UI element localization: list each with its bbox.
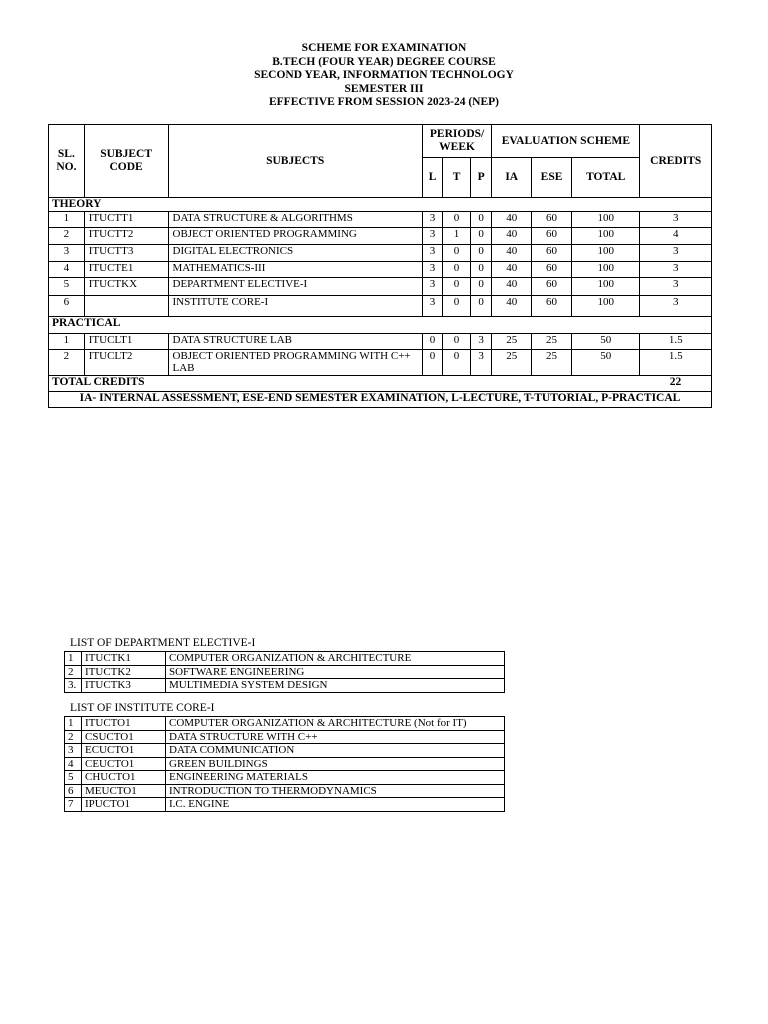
list-item	[65, 717, 505, 731]
ia-cell: 40	[492, 212, 532, 228]
list-item	[65, 679, 505, 693]
ese-cell: 60	[532, 212, 572, 228]
ese-cell: 60	[532, 262, 572, 278]
list-number-cell: 6	[65, 784, 82, 798]
heading-line-3: SECOND YEAR, INFORMATION TECHNOLOGY	[254, 69, 514, 82]
ia-cell: 25	[492, 334, 532, 350]
credits-cell: 3	[640, 245, 712, 262]
l-cell: 0	[422, 334, 442, 350]
total-credits-label: TOTAL CREDITS	[49, 376, 640, 392]
p-cell: 0	[470, 278, 491, 296]
list-number-cell: 1	[65, 652, 82, 666]
course-code-cell: CSUCTO1	[82, 730, 166, 744]
heading-line-1: SCHEME FOR EXAMINATION	[301, 42, 467, 54]
theory-section-label: THEORY	[49, 198, 712, 212]
credits-cell: 3	[640, 278, 712, 296]
t-cell: 0	[443, 245, 471, 262]
l-cell: 3	[422, 245, 442, 262]
subject-name-cell: MATHEMATICS-III	[168, 262, 422, 278]
t-cell: 0	[443, 350, 471, 376]
subject-name-cell: OBJECT ORIENTED PROGRAMMING	[168, 228, 422, 245]
header-total: TOTAL	[571, 158, 639, 198]
ia-cell: 25	[492, 350, 532, 376]
credits-cell: 3	[640, 262, 712, 278]
credits-cell: 1.5	[640, 334, 712, 350]
list-number-cell: 2	[65, 665, 82, 679]
ese-cell: 60	[532, 278, 572, 296]
list-item	[65, 798, 505, 812]
credits-cell: 3	[640, 296, 712, 317]
theory-row	[49, 262, 712, 278]
p-cell: 0	[470, 212, 491, 228]
header-subjects: SUBJECTS	[168, 125, 422, 198]
list-number-cell: 3.	[65, 679, 82, 693]
list-item	[65, 730, 505, 744]
header-p: P	[470, 158, 491, 198]
credits-cell: 3	[640, 212, 712, 228]
l-cell: 3	[422, 278, 442, 296]
t-cell: 0	[443, 262, 471, 278]
department-elective-table	[64, 651, 505, 693]
subject-code-cell: ITUCTT1	[84, 212, 168, 228]
heading-line-5: EFFECTIVE FROM SESSION 2023-24 (NEP)	[268, 96, 500, 109]
p-cell: 0	[470, 296, 491, 317]
total-credits-value: 22	[640, 376, 712, 392]
credits-cell: 1.5	[640, 350, 712, 376]
heading-line-4: SEMESTER III	[344, 82, 424, 95]
ese-cell: 60	[532, 245, 572, 262]
course-name-cell: COMPUTER ORGANIZATION & ARCHITECTURE	[166, 652, 505, 666]
course-code-cell: ITUCTK2	[82, 665, 166, 679]
sl-no-cell: 1	[49, 212, 85, 228]
ia-cell: 40	[492, 278, 532, 296]
sl-no-cell: 3	[49, 245, 85, 262]
l-cell: 0	[422, 350, 442, 376]
subject-code-cell: ITUCTKX	[84, 278, 168, 296]
ese-cell: 60	[532, 296, 572, 317]
header-subject-code: SUBJECT CODE	[84, 125, 168, 198]
course-code-cell: ITUCTO1	[82, 717, 166, 731]
p-cell: 0	[470, 228, 491, 245]
sl-no-cell: 6	[49, 296, 85, 317]
p-cell: 3	[470, 334, 491, 350]
t-cell: 0	[443, 212, 471, 228]
subject-code-cell: ITUCTT2	[84, 228, 168, 245]
subject-name-cell: DIGITAL ELECTRONICS	[168, 245, 422, 262]
course-name-cell: GREEN BUILDINGS	[166, 757, 505, 771]
list-number-cell: 7	[65, 798, 82, 812]
p-cell: 0	[470, 245, 491, 262]
theory-row	[49, 245, 712, 262]
total-cell: 100	[571, 296, 639, 317]
course-code-cell: CEUCTO1	[82, 757, 166, 771]
course-name-cell: DATA COMMUNICATION	[166, 744, 505, 758]
l-cell: 3	[422, 296, 442, 317]
course-code-cell: MEUCTO1	[82, 784, 166, 798]
theory-row	[49, 228, 712, 245]
subject-name-cell: OBJECT ORIENTED PROGRAMMING WITH C++ LAB	[168, 350, 422, 376]
subject-name-cell: DATA STRUCTURE & ALGORITHMS	[168, 212, 422, 228]
ese-cell: 25	[532, 334, 572, 350]
practical-row	[49, 334, 712, 350]
theory-row	[49, 278, 712, 296]
subject-code-cell: ITUCTT3	[84, 245, 168, 262]
list-item	[65, 757, 505, 771]
l-cell: 3	[422, 262, 442, 278]
l-cell: 3	[422, 228, 442, 245]
total-cell: 100	[571, 212, 639, 228]
sl-no-cell: 2	[49, 228, 85, 245]
elective-list-caption: LIST OF DEPARTMENT ELECTIVE-I	[70, 637, 256, 649]
p-cell: 0	[470, 262, 491, 278]
ia-cell: 40	[492, 228, 532, 245]
total-cell: 100	[571, 262, 639, 278]
sl-no-cell: 4	[49, 262, 85, 278]
list-item	[65, 652, 505, 666]
header-sl-no: SL. NO.	[49, 125, 85, 198]
abbreviations-note: IA- INTERNAL ASSESSMENT, ESE-END SEMESTER EXAMINATION, L-LECTURE, T-TUTORIAL, P-PRACTICAL	[49, 392, 712, 408]
course-code-cell: ECUCTO1	[82, 744, 166, 758]
list-number-cell: 4	[65, 757, 82, 771]
credits-cell: 4	[640, 228, 712, 245]
ia-cell: 40	[492, 245, 532, 262]
sl-no-cell: 5	[49, 278, 85, 296]
subject-name-cell: INSTITUTE CORE-I	[168, 296, 422, 317]
header-evaluation-scheme: EVALUATION SCHEME	[492, 125, 640, 158]
header-ia: IA	[492, 158, 532, 198]
total-cell: 50	[571, 334, 639, 350]
subject-name-cell: DATA STRUCTURE LAB	[168, 334, 422, 350]
ia-cell: 40	[492, 296, 532, 317]
practical-row	[49, 350, 712, 376]
subject-code-cell: ITUCLT1	[84, 334, 168, 350]
list-item	[65, 771, 505, 785]
total-cell: 100	[571, 228, 639, 245]
list-number-cell: 3	[65, 744, 82, 758]
header-credits: CREDITS	[640, 125, 712, 198]
list-number-cell: 5	[65, 771, 82, 785]
list-item	[65, 744, 505, 758]
sl-no-cell: 1	[49, 334, 85, 350]
course-code-cell: IPUCTO1	[82, 798, 166, 812]
t-cell: 0	[443, 296, 471, 317]
course-code-cell: CHUCTO1	[82, 771, 166, 785]
t-cell: 0	[443, 278, 471, 296]
ia-cell: 40	[492, 262, 532, 278]
course-name-cell: COMPUTER ORGANIZATION & ARCHITECTURE (Not for IT)	[166, 717, 505, 731]
sl-no-cell: 2	[49, 350, 85, 376]
document-heading	[0, 42, 768, 110]
header-t: T	[443, 158, 471, 198]
list-item	[65, 665, 505, 679]
theory-row	[49, 212, 712, 228]
institute-core-table	[64, 716, 505, 812]
heading-line-2: B.TECH (FOUR YEAR) DEGREE COURSE	[272, 55, 496, 68]
subject-code-cell: ITUCTE1	[84, 262, 168, 278]
ese-cell: 25	[532, 350, 572, 376]
course-name-cell: INTRODUCTION TO THERMODYNAMICS	[166, 784, 505, 798]
course-name-cell: MULTIMEDIA SYSTEM DESIGN	[166, 679, 505, 693]
course-code-cell: ITUCTK1	[82, 652, 166, 666]
list-number-cell: 2	[65, 730, 82, 744]
ese-cell: 60	[532, 228, 572, 245]
t-cell: 1	[443, 228, 471, 245]
theory-row	[49, 296, 712, 317]
course-name-cell: DATA STRUCTURE WITH C++	[166, 730, 505, 744]
subject-code-cell: ITUCLT2	[84, 350, 168, 376]
examination-scheme-table	[48, 124, 712, 408]
total-cell: 100	[571, 245, 639, 262]
header-periods-week: PERIODS/ WEEK	[422, 125, 491, 158]
subject-code-cell	[84, 296, 168, 317]
subject-name-cell: DEPARTMENT ELECTIVE-I	[168, 278, 422, 296]
course-name-cell: I.C. ENGINE	[166, 798, 505, 812]
l-cell: 3	[422, 212, 442, 228]
header-l: L	[422, 158, 442, 198]
total-cell: 100	[571, 278, 639, 296]
t-cell: 0	[443, 334, 471, 350]
total-cell: 50	[571, 350, 639, 376]
list-item	[65, 784, 505, 798]
course-name-cell: SOFTWARE ENGINEERING	[166, 665, 505, 679]
list-number-cell: 1	[65, 717, 82, 731]
course-code-cell: ITUCTK3	[82, 679, 166, 693]
course-name-cell: ENGINEERING MATERIALS	[166, 771, 505, 785]
p-cell: 3	[470, 350, 491, 376]
header-ese: ESE	[532, 158, 572, 198]
practical-section-label: PRACTICAL	[49, 317, 712, 334]
core-list-caption: LIST OF INSTITUTE CORE-I	[70, 702, 215, 714]
